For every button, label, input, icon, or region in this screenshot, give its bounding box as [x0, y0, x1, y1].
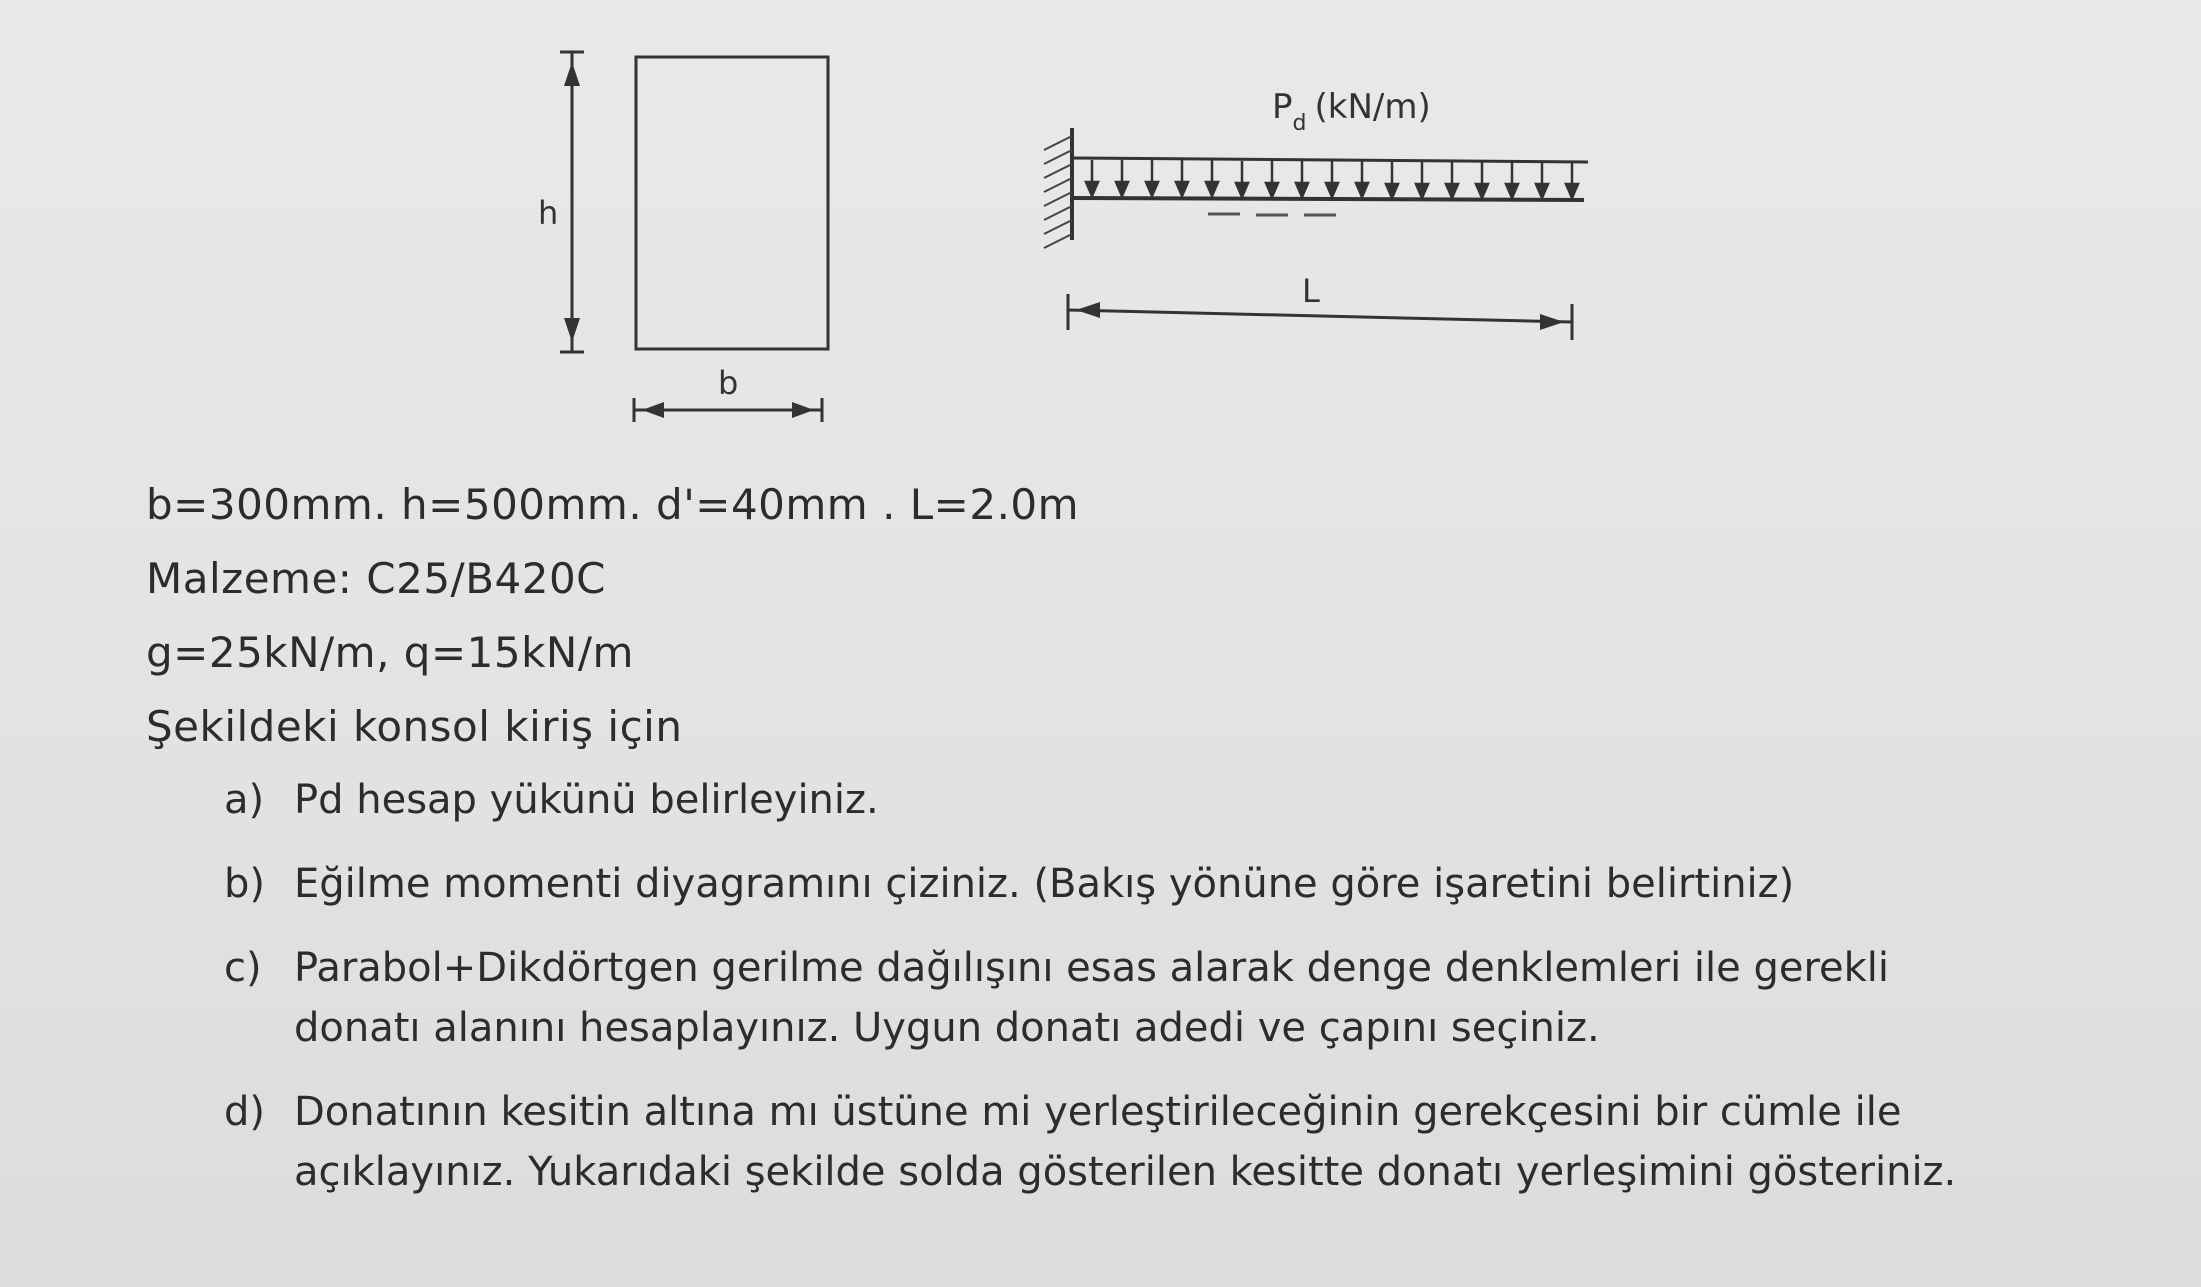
arrow-left-icon	[642, 402, 664, 418]
question-text: Pd hesap yükünü belirleyiniz.	[294, 777, 879, 823]
distributed-load-arrows	[1086, 160, 1578, 198]
material-line: Malzeme: C25/B420C	[146, 554, 607, 603]
height-label: h	[538, 194, 559, 232]
question-text: Donatının kesitin altına mı üstüne mi yerleştirileceğinin gerekçesini bir cümle ile açıklayınız. Yukarıdaki şekilde solda gösterilen kesitte donatı yerleşimini gösteriniz.	[294, 1089, 1957, 1195]
cantilever-beam	[1044, 87, 1588, 340]
question-marker: a)	[224, 777, 265, 823]
arrow-down-icon	[564, 318, 580, 342]
question-text: Eğilme momenti diyagramını çiziniz. (Bakış yönüne göre işaretini belirtiniz)	[294, 861, 1795, 907]
question-marker: c)	[224, 945, 262, 991]
span-dimension-line	[1068, 310, 1572, 322]
support-hatch	[1044, 136, 1072, 248]
dimensions-line: b=300mm. h=500mm. d'=40mm . L=2.0m	[146, 480, 1080, 529]
arrow-right-icon	[792, 402, 814, 418]
intro-line: Şekildeki konsol kiriş için	[146, 702, 683, 751]
width-label: b	[718, 364, 739, 402]
question-a	[224, 770, 2046, 830]
loads-line: g=25kN/m, q=15kN/m	[146, 628, 634, 677]
load-label: $P_d$ (kN/m)	[1272, 87, 1431, 136]
question-marker: b)	[224, 861, 265, 907]
question-text: Parabol+Dikdörtgen gerilme dağılışını esas alarak denge denklemleri ile gerekli donatı alanını hesaplayınız. Uygun donatı adedi ve çapını seçiniz.	[294, 945, 1890, 1051]
load-top-line	[1072, 158, 1588, 162]
question-marker: d)	[224, 1089, 265, 1135]
arrow-right-icon	[1540, 314, 1564, 330]
arrow-left-icon	[1076, 302, 1100, 318]
question-list	[224, 770, 2046, 1202]
question-b	[224, 854, 2046, 914]
problem-figure	[0, 0, 2201, 470]
question-d	[224, 1082, 2046, 1202]
length-label: L	[1302, 272, 1320, 310]
problem-text	[146, 468, 2046, 1226]
beam-dashes	[1208, 214, 1336, 215]
beam-line	[1072, 198, 1584, 200]
cross-section	[538, 52, 828, 422]
arrow-up-icon	[564, 62, 580, 86]
section-rectangle	[636, 57, 828, 349]
question-c	[224, 938, 2046, 1058]
